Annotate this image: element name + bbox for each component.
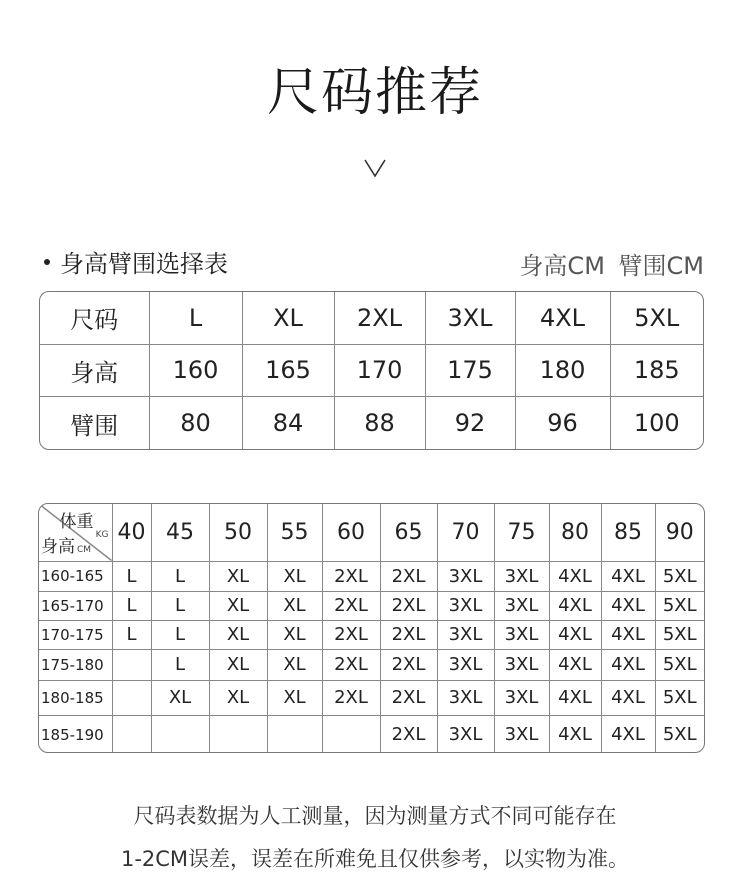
table-cell: L: [149, 292, 242, 344]
table-cell: 185: [610, 344, 703, 397]
height-range-cell: 175-180: [39, 649, 112, 680]
size-cell: 3XL: [494, 680, 549, 715]
size-cell: XL: [209, 591, 267, 620]
size-cell: 4XL: [549, 620, 601, 649]
size-cell: L: [151, 649, 209, 680]
table-cell: 80: [149, 397, 242, 449]
size-cell: XL: [267, 561, 322, 591]
note-line-2: 1-2CM误差，误差在所难免且仅供参考，以实物为准。: [120, 847, 630, 871]
size-cell: 5XL: [655, 680, 704, 715]
size-cell: 2XL: [322, 620, 380, 649]
size-cell: L: [151, 620, 209, 649]
size-cell: 2XL: [380, 715, 437, 753]
height-range-cell: 170-175: [39, 620, 112, 649]
size-cell: L: [112, 561, 151, 591]
size-cell: [112, 715, 151, 753]
size-cell: 4XL: [549, 561, 601, 591]
size-cell: 4XL: [549, 649, 601, 680]
size-cell: XL: [267, 680, 322, 715]
table-cell: 96: [515, 397, 610, 449]
size-cell: [209, 715, 267, 753]
table-cell: 5XL: [610, 292, 703, 344]
weight-header-cell: 40: [112, 504, 151, 561]
size-cell: 2XL: [322, 680, 380, 715]
size-cell: 3XL: [494, 591, 549, 620]
size-cell: 4XL: [601, 680, 655, 715]
size-cell: L: [151, 561, 209, 591]
height-range-cell: 165-170: [39, 591, 112, 620]
table-cell: 2XL: [334, 292, 425, 344]
section-label: 身高臂围选择表: [60, 250, 228, 278]
table-row: [39, 680, 704, 715]
row-header-cell: 身高: [40, 344, 149, 397]
height-arm-size-table: [39, 291, 704, 450]
size-cell: 3XL: [437, 591, 494, 620]
table-cell: 165: [242, 344, 334, 397]
size-cell: L: [112, 620, 151, 649]
weight-header-cell: 90: [655, 504, 704, 561]
table-cell: 100: [633, 409, 680, 438]
table-cell: 88: [334, 397, 425, 449]
table-row: [39, 715, 704, 753]
size-cell: 5XL: [655, 591, 704, 620]
size-cell: 3XL: [437, 561, 494, 591]
table-row: [40, 397, 703, 449]
bullet-dot-icon: [44, 259, 50, 265]
size-cell: 3XL: [437, 649, 494, 680]
size-cell: L: [151, 591, 209, 620]
table-row: [39, 561, 704, 591]
row-header-cell: 尺码: [40, 292, 149, 344]
corner-weight-label: 体重: [59, 512, 94, 532]
size-cell: [112, 680, 151, 715]
size-cell: 3XL: [437, 715, 494, 753]
size-cell: 5XL: [655, 561, 704, 591]
size-cell: [112, 649, 151, 680]
size-cell: 5XL: [655, 620, 704, 649]
size-cell: XL: [209, 680, 267, 715]
size-cell: 3XL: [494, 561, 549, 591]
size-cell: [151, 715, 209, 753]
size-cell: [322, 715, 380, 753]
chevron-down-icon: [363, 158, 387, 178]
weight-header-cell: 45: [151, 504, 209, 561]
weight-header-cell: 80: [549, 504, 601, 561]
size-cell: 4XL: [549, 591, 601, 620]
table-cell: 92: [425, 397, 515, 449]
weight-header-cell: 85: [601, 504, 655, 561]
height-range-cell: 185-190: [39, 715, 112, 753]
size-cell: 2XL: [380, 591, 437, 620]
height-range-cell: 160-165: [39, 561, 112, 591]
table-row: [39, 620, 704, 649]
size-cell: XL: [267, 620, 322, 649]
size-cell: XL: [209, 649, 267, 680]
table-row: [40, 344, 703, 397]
size-cell: 2XL: [322, 591, 380, 620]
table-row: [39, 649, 704, 680]
size-cell: 2XL: [380, 561, 437, 591]
size-cell: 2XL: [380, 620, 437, 649]
corner-weight-unit: KG: [95, 530, 109, 540]
size-cell: XL: [151, 680, 209, 715]
size-cell: XL: [209, 561, 267, 591]
section-heading: [44, 244, 228, 279]
size-cell: 3XL: [494, 620, 549, 649]
weight-header-cell: 55: [267, 504, 322, 561]
table-corner-header: [39, 504, 112, 561]
table-cell: XL: [242, 292, 334, 344]
row-header-cell: 臂围: [40, 397, 149, 449]
table-cell: 170: [334, 344, 425, 397]
size-cell: XL: [267, 591, 322, 620]
weight-header-cell: 75: [494, 504, 549, 561]
size-cell: 4XL: [601, 620, 655, 649]
size-cell: 4XL: [549, 680, 601, 715]
size-cell: 4XL: [549, 715, 601, 753]
size-cell: 4XL: [601, 649, 655, 680]
weight-header-cell: 65: [380, 504, 437, 561]
table-cell: 160: [149, 344, 242, 397]
size-cell: 3XL: [437, 620, 494, 649]
table-cell: 3XL: [425, 292, 515, 344]
size-cell: 2XL: [380, 680, 437, 715]
units-label: 身高CM 臂围CM: [519, 252, 704, 280]
size-cell: 4XL: [601, 561, 655, 591]
table-cell: 84: [242, 397, 334, 449]
size-cell: 2XL: [322, 649, 380, 680]
size-cell: [267, 715, 322, 753]
note-line-1: 尺码表数据为人工测量，因为测量方式不同可能存在: [133, 804, 617, 828]
table-cell: 175: [425, 344, 515, 397]
size-cell: 4XL: [601, 591, 655, 620]
table-row: [39, 591, 704, 620]
size-cell: 5XL: [655, 649, 704, 680]
weight-header-cell: 50: [209, 504, 267, 561]
height-weight-size-table: [38, 503, 705, 753]
corner-height-label: 身高: [41, 536, 75, 557]
table-row: [40, 292, 703, 344]
size-cell: 5XL: [662, 724, 697, 746]
corner-height-unit: CM: [77, 544, 92, 555]
size-cell: 4XL: [601, 715, 655, 753]
size-cell: XL: [209, 620, 267, 649]
size-cell: 3XL: [494, 715, 549, 753]
size-cell: 2XL: [380, 649, 437, 680]
weight-header-cell: 60: [322, 504, 380, 561]
weight-header-cell: 70: [437, 504, 494, 561]
table-cell: 180: [515, 344, 610, 397]
size-cell: 3XL: [494, 649, 549, 680]
size-cell: 2XL: [322, 561, 380, 591]
page-title: 尺码推荐: [266, 63, 483, 123]
size-cell: L: [112, 591, 151, 620]
size-cell: 3XL: [437, 680, 494, 715]
height-range-cell: 180-185: [39, 680, 112, 715]
size-cell: XL: [267, 649, 322, 680]
table-cell: 4XL: [515, 292, 610, 344]
